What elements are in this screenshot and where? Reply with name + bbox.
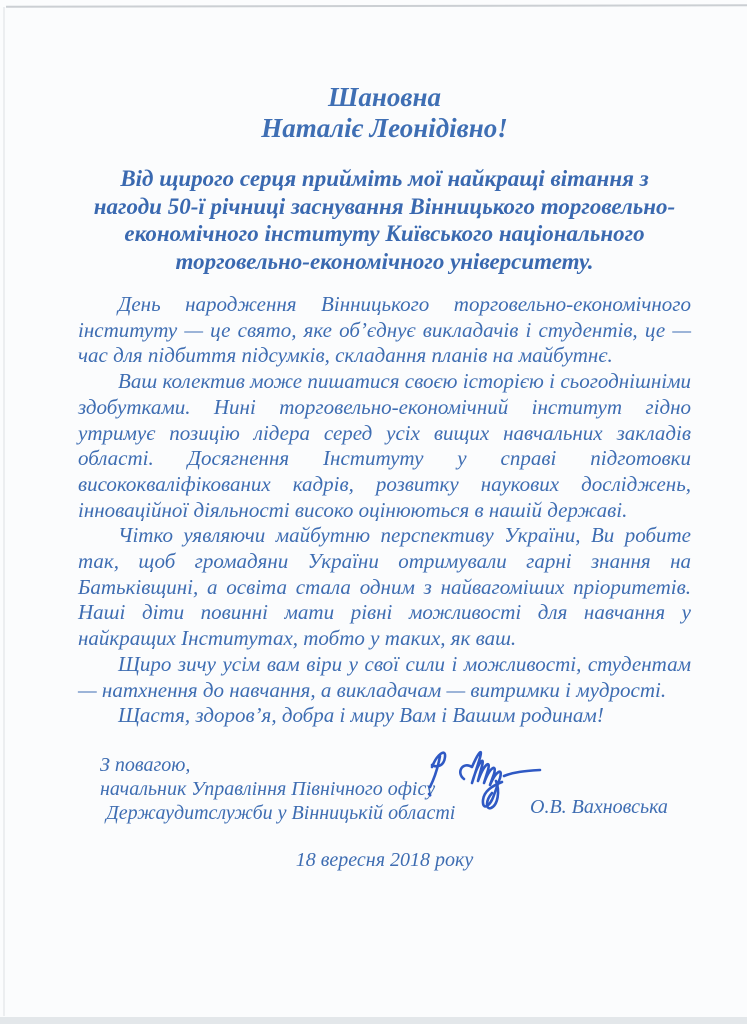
body-paragraph: Ваш колектив може пишатися своєю історією і сьогоднішніми здобутками. Нині торговельно-економічний інститут гідно утримує позицію лідера серед усіх вищих навчальних закладів області. Досягнення Інституту у справі підготовки висококваліфікованих кадрів, розвитку наукових досліджень, інноваційної діяльності високо оцінюються в нашій державі. (78, 369, 691, 522)
body-paragraph: День народження Вінницького торговельно-економічного інституту — це свято, яке об’єднує викладачів і студентів, це — час для підбиття підсумків, складання планів на майбутнє. (78, 292, 691, 368)
signer-name: О.В. Вахновська (530, 795, 668, 818)
date-line: 18 вересня 2018 року (295, 848, 474, 871)
intro-line: нагоди 50-ї річниці заснування Вінницького торговельно- (93, 193, 676, 219)
scan-edge-bottom (0, 1017, 747, 1024)
signer-title-line-1: начальник Управління Північного офісу (100, 777, 436, 800)
body-paragraph: Щиро зичу усім вам віри у свої сили і можливості, студентам — натхнення до навчання, а викладачам — витримки і мудрості. (78, 651, 691, 702)
salutation-block (78, 82, 691, 144)
closing-respect-line: З повагою, (100, 753, 191, 776)
intro-line: Від щирого серця прийміть мої найкращі вітання з (120, 166, 649, 191)
body-paragraph: Щастя, здоров’я, добра і миру Вам і Вашим родинам! (118, 703, 604, 728)
intro-line: економічного інституту Київського національного (124, 221, 645, 246)
intro-line: торговельно-економічного університету. (175, 248, 594, 274)
addressee-name: Наталіє Леонідівно! (261, 113, 508, 143)
closing-block (100, 753, 691, 837)
intro-greeting (78, 165, 691, 275)
body-paragraph: Чітко уявляючи майбутню перспективу України, Ви робите так, щоб громадяни України отримували гарні знання на Батьківщині, а освіта стала одним з найвагоміших пріоритетів. Наші діти повинні мати рівні можливості для навчання у найкращих Інститутах, тобто у таких, як ваш. (78, 523, 691, 651)
signer-title-line-2: Держаудитслужби у Вінницькій області (106, 801, 456, 824)
salutation-word: Шановна (328, 82, 441, 112)
letter-body (78, 292, 691, 729)
